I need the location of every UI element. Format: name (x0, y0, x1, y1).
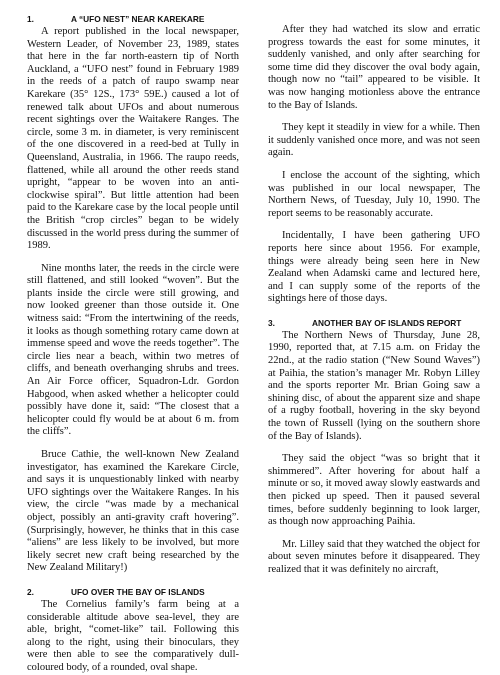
section-number: 3. (268, 317, 275, 328)
section-3-heading (268, 318, 480, 329)
paragraph: Nine months later, the reeds in the circle were still flattened, and still looked “woven”. But the plants inside the circle were still growing, and now looked greener than those outside it. One witness said: “From the intertwining of the reeds, it looks as though something rotary came down at immense speed and wove the reeds together”. The circle lies near a beach, within two metres of cliffs, and beneath overhanging shrubs and trees. An Air Force officer, Squadron-Ldr. Gordon Habgood, when asked whether a helicopter could possibly have done it, said: “The closest that a helicopter could fly would be at about 6 m. from the cliffs”. (27, 262, 239, 438)
paragraph: A report published in the local newspaper, Western Leader, of November 23, 1989, states that here in the far north-eastern tip of North Auckland, a “UFO nest” found in February 1989 in the reeds of a patch of raupo swamp near Karekare (35° 12S., 173° 59E.) caused a lot of renewed talk about UFOs and about numerous recent sightings over the Waitakere Ranges. The circle, some 3 m. in diameter, is very reminiscent of the one discovered in a reed-bed at Tully in Queensland, Australia, in 1966. The raupo reeds, flattened, while all around the other reeds stand upright, “appear to be woven into an anti-clockwise spiral”. But little attention had been paid to the Karekare case by the local people until the British “crop circles” began to be widely discussed in the world press during the summer of 1989. (27, 26, 239, 252)
paragraph: I enclose the account of the sighting, which was published in our local newspaper, The Northern News, of Tuesday, July 10, 1990. The report seems to be reasonably accurate. (268, 169, 480, 219)
paragraph: The Cornelius family’s farm being at a considerable altitude above sea-level, they are able, bright, “comet-like” tail. Following this along to the right, using their binoculars, they were then able to see the comparatively dull-coloured body, of a rounded, oval shape. (27, 598, 239, 673)
section-title: ANOTHER BAY OF ISLANDS REPORT (312, 317, 462, 328)
paragraph: They said the object “was so bright that it shimmered”. After hovering for about half a minute or so, it moved away slowly eastwards and then picked up speed. Then it paused several times, before suddenly beginning to look larger, as though now approaching Paihia. (268, 453, 480, 528)
paragraph: After they had watched its slow and erratic progress towards the east for some minutes, it suddenly vanished, and only after searching for some time did they discover the oval body again, though now no “tail” appeared to be visible. It was now hanging motionless above the entrance to the Bay of Islands. (268, 24, 480, 111)
section-1-heading (27, 14, 239, 25)
section-number: 1. (27, 14, 34, 24)
section-title: UFO OVER THE BAY OF ISLANDS (71, 586, 205, 597)
section-title: A “UFO NEST” NEAR KAREKARE (71, 14, 205, 24)
paragraph: Bruce Cathie, the well-known New Zealand investigator, has examined the Karekare Circle, and says it is unquestionably linked with nearby UFO sightings over the Waitakere Ranges. In his view, the circle “was made by a mechanical object, possibly an anti-gravity craft hovering”. (Surprisingly, however, he thinks that in this case “aliens” are less likely to be involved, but more likely secret new craft being researched by the New Zealand Military!) (27, 449, 239, 574)
section-number: 2. (27, 586, 34, 597)
paragraph: The Northern News of Thursday, June 28, 1990, reported that, at 7.15 a.m. on Friday the 22nd., at the radio station (“New Sound Waves”) at Paihia, the station’s manager Mr. Robyn Lilley and the sports reporter Mr. Brian Going saw a shining disc, of about the apparent size and shape of a rugby football, hovering in the sky beyond the town of Russell (lying on the southern shore of the Bay of Islands). (268, 329, 480, 442)
paragraph: Incidentally, I have been gathering UFO reports here since about 1956. For example, things were already being seen here in New Zealand when Adamski came and lectured here, and I can supply some of the reports of the sightings here of those days. (268, 230, 480, 305)
right-column (268, 14, 480, 577)
paragraph: They kept it steadily in view for a while. Then it suddenly vanished once more, and was not seen again. (268, 122, 480, 159)
left-column (27, 14, 239, 675)
section-2-heading (27, 587, 239, 598)
paragraph: Mr. Lilley said that they watched the object for about seven minutes before it disappeared. They realized that it was definitely no aircraft, (268, 538, 480, 575)
